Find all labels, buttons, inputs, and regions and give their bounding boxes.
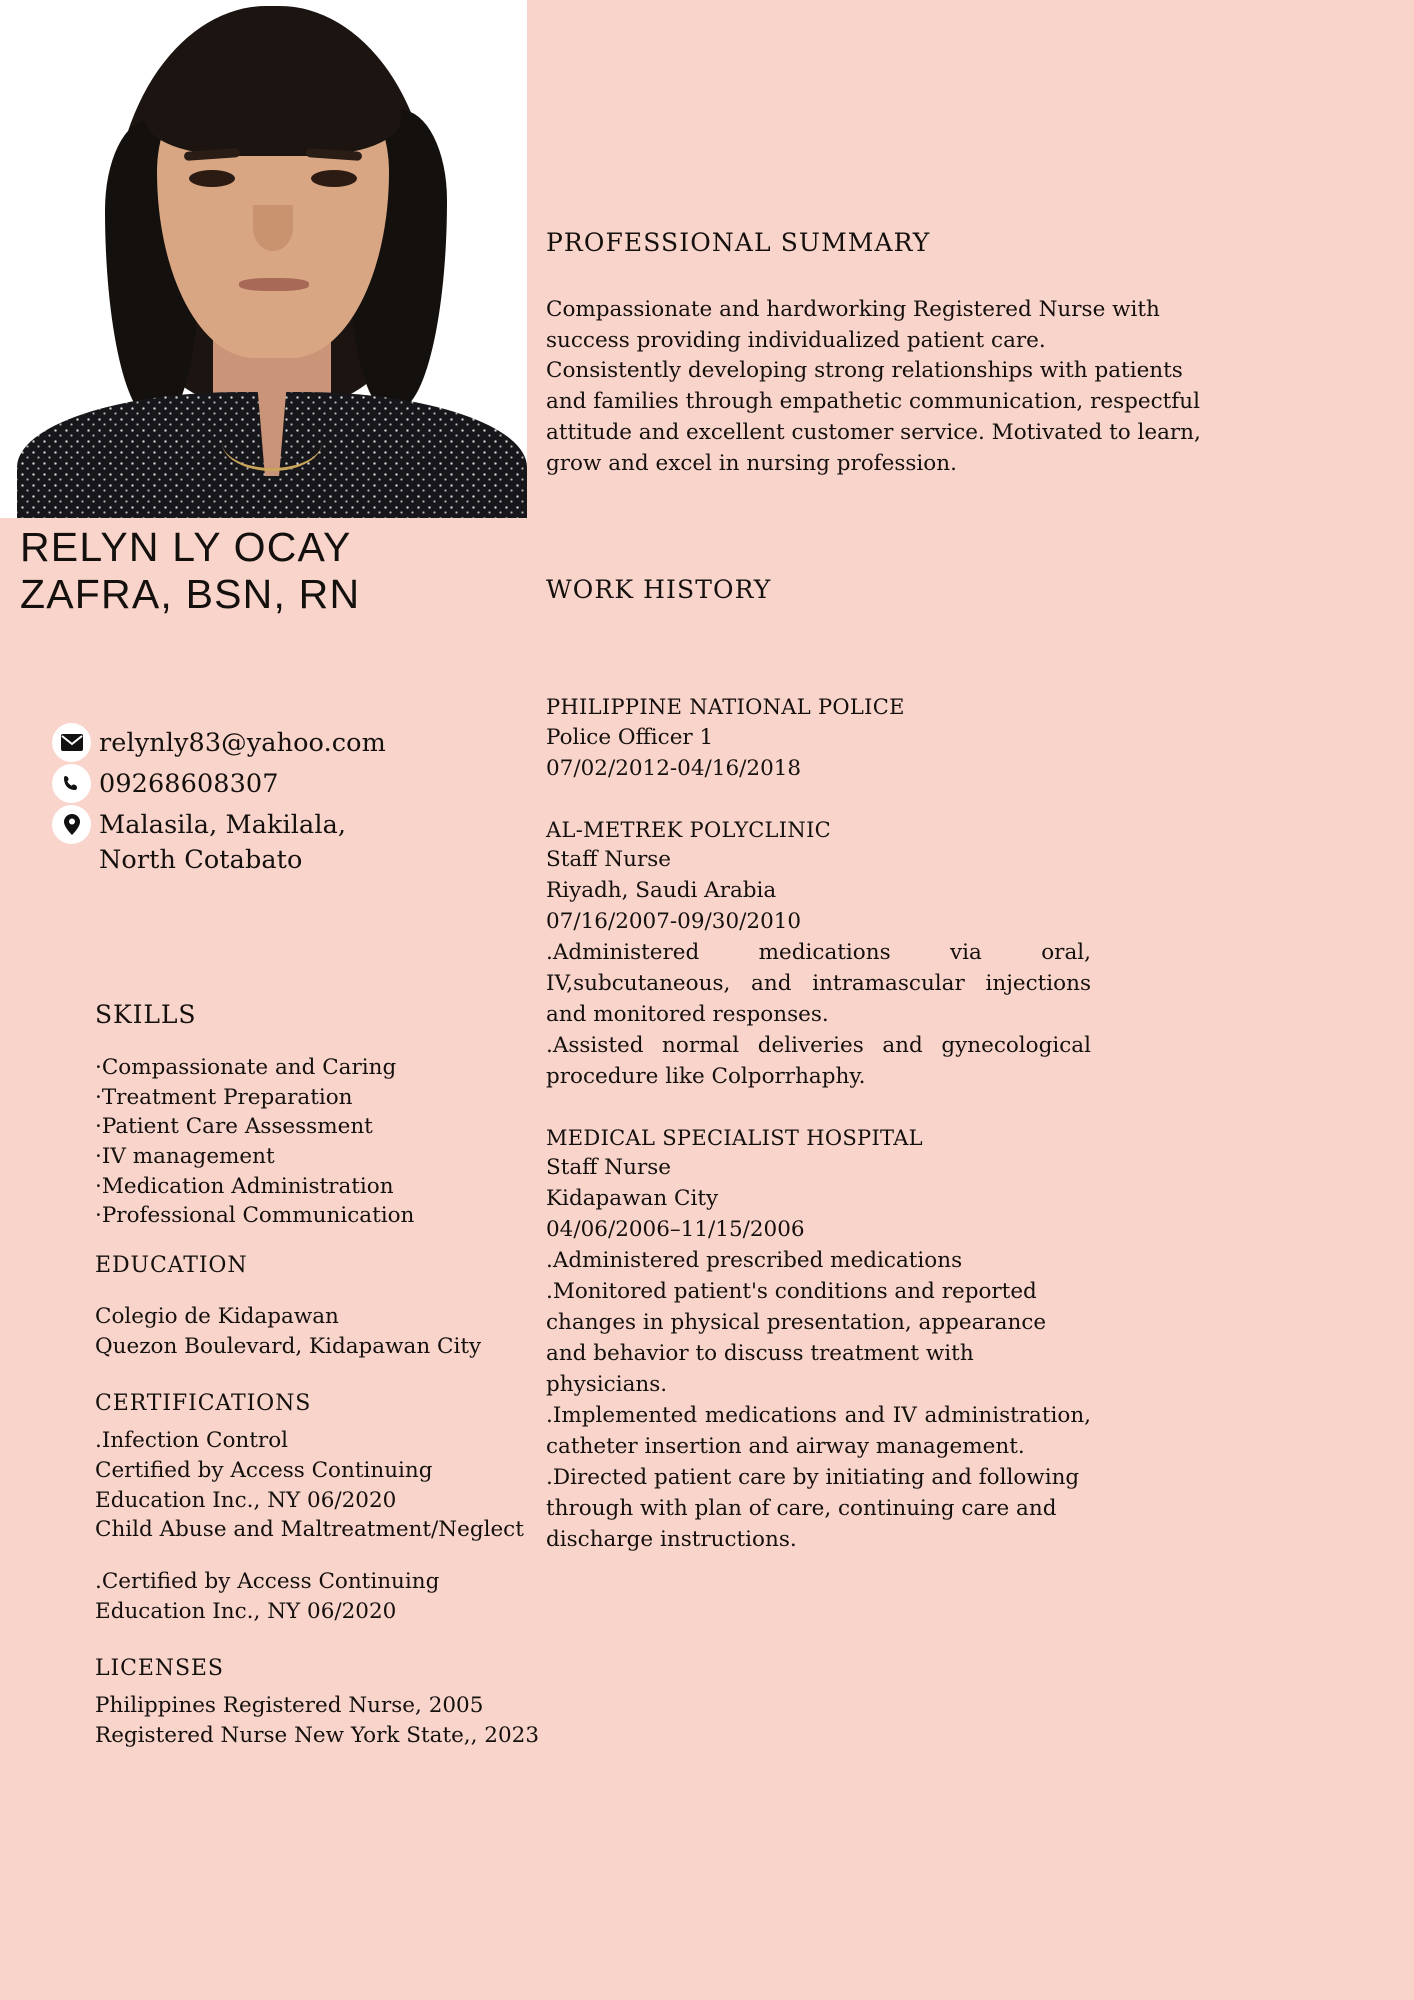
job-title: Police Officer 1 <box>546 724 714 750</box>
licenses-heading: LICENSES <box>95 1656 224 1682</box>
portrait-photo <box>17 0 527 518</box>
summary-line: attitude and excellent customer service. Motivated to learn, <box>546 419 1201 445</box>
candidate-name <box>20 524 490 618</box>
work-history-entry <box>546 815 1091 1093</box>
work-history-heading: WORK HISTORY <box>546 575 772 605</box>
list-item: Philippines Registered Nurse, 2005 <box>95 1693 484 1719</box>
contact-email[interactable] <box>52 722 482 763</box>
envelope-icon <box>52 723 91 762</box>
name-line-2: ZAFRA, BSN, RN <box>20 571 361 618</box>
job-dates: 07/02/2012-04/16/2018 <box>546 755 802 781</box>
right-column <box>546 228 1201 1556</box>
contact-phone[interactable] <box>52 763 482 804</box>
job-organization: PHILIPPINE NATIONAL POLICE <box>546 695 905 720</box>
contact-location[interactable] <box>52 804 482 845</box>
list-item: Quezon Boulevard, Kidapawan City <box>95 1333 482 1359</box>
skills-heading: SKILLS <box>95 1000 197 1029</box>
contact-location-text-2: North Cotabato <box>99 845 303 875</box>
job-organization: AL-METREK POLYCLINIC <box>546 817 832 842</box>
list-item: ·Professional Communication <box>95 1203 415 1229</box>
contact-block <box>52 722 482 875</box>
photo-panel <box>0 0 527 518</box>
list-item: Child Abuse and Maltreatment/Neglect <box>95 1517 524 1543</box>
summary-line: Consistently developing strong relationships with patients <box>546 358 1183 384</box>
job-dates: 07/16/2007-09/30/2010 <box>546 909 802 935</box>
licenses-list <box>95 1691 540 1750</box>
job-bullet: .Assisted normal deliveries and gynecological procedure like Colporrhaphy. <box>546 1032 1091 1089</box>
job-bullet: .Administered prescribed medications <box>546 1248 963 1274</box>
summary-line: Compassionate and hardworking Registered Nurse with <box>546 297 1160 322</box>
job-location: Kidapawan City <box>546 1186 719 1212</box>
list-item: Education Inc., NY 06/2020 <box>95 1487 397 1513</box>
job-location: Riyadh, Saudi Arabia <box>546 878 777 904</box>
list-item: .Certified by Access Continuing <box>95 1568 440 1594</box>
summary-line: success providing individualized patient care. <box>546 327 1046 353</box>
location-pin-icon <box>52 805 91 844</box>
job-dates: 04/06/2006–11/15/2006 <box>546 1217 805 1243</box>
contact-location-text: Malasila, Makilala, <box>99 809 347 840</box>
certifications-group-2 <box>95 1567 495 1626</box>
list-item: Colegio de Kidapawan <box>95 1303 339 1329</box>
contact-phone-text: 09268608307 <box>99 768 279 799</box>
job-title: Staff Nurse <box>546 847 671 873</box>
list-item: .Infection Control <box>95 1428 289 1454</box>
phone-icon <box>52 764 91 803</box>
list-item: Certified by Access Continuing <box>95 1457 433 1483</box>
work-history-entry <box>546 692 1091 784</box>
job-bullet: .Monitored patient's conditions and reported changes in physical presentation, appearance and behavior to discuss treatment with physicians. <box>546 1279 1047 1397</box>
summary-line: and families through empathetic communication, respectful <box>546 389 1200 415</box>
work-history-entry <box>546 1123 1091 1556</box>
contact-email-text: relynly83@yahoo.com <box>99 727 386 758</box>
list-item: Education Inc., NY 06/2020 <box>95 1598 397 1624</box>
job-organization: MEDICAL SPECIALIST HOSPITAL <box>546 1125 923 1150</box>
summary-heading: PROFESSIONAL SUMMARY <box>546 228 931 257</box>
education-list <box>95 1302 495 1361</box>
left-column <box>95 1000 540 1751</box>
list-item: ·Medication Administration <box>95 1173 394 1199</box>
list-item: Registered Nurse New York State,, 2023 <box>95 1722 540 1748</box>
list-item: ·Compassionate and Caring <box>95 1055 397 1080</box>
summary-paragraph <box>546 295 1201 479</box>
job-bullet: .Implemented medications and IV administration, catheter insertion and airway management. <box>546 1402 1091 1459</box>
list-item: ·Treatment Preparation <box>95 1084 353 1110</box>
certifications-heading: CERTIFICATIONS <box>95 1391 312 1417</box>
education-heading: EDUCATION <box>95 1252 248 1278</box>
skills-list <box>95 1053 495 1231</box>
job-title: Staff Nurse <box>546 1155 671 1181</box>
certifications-group-1 <box>95 1426 524 1545</box>
list-item: ·IV management <box>95 1143 275 1169</box>
job-bullet: .Directed patient care by initiating and following through with plan of care, continuing care and discharge instructions. <box>546 1464 1080 1552</box>
list-item: ·Patient Care Assessment <box>95 1114 373 1140</box>
job-bullet: .Administered medications via oral, IV,subcutaneous, and intramascular injections and monitored responses. <box>546 940 1091 1027</box>
summary-line: grow and excel in nursing profession. <box>546 450 957 476</box>
name-line-1: RELYN LY OCAY <box>20 524 352 570</box>
